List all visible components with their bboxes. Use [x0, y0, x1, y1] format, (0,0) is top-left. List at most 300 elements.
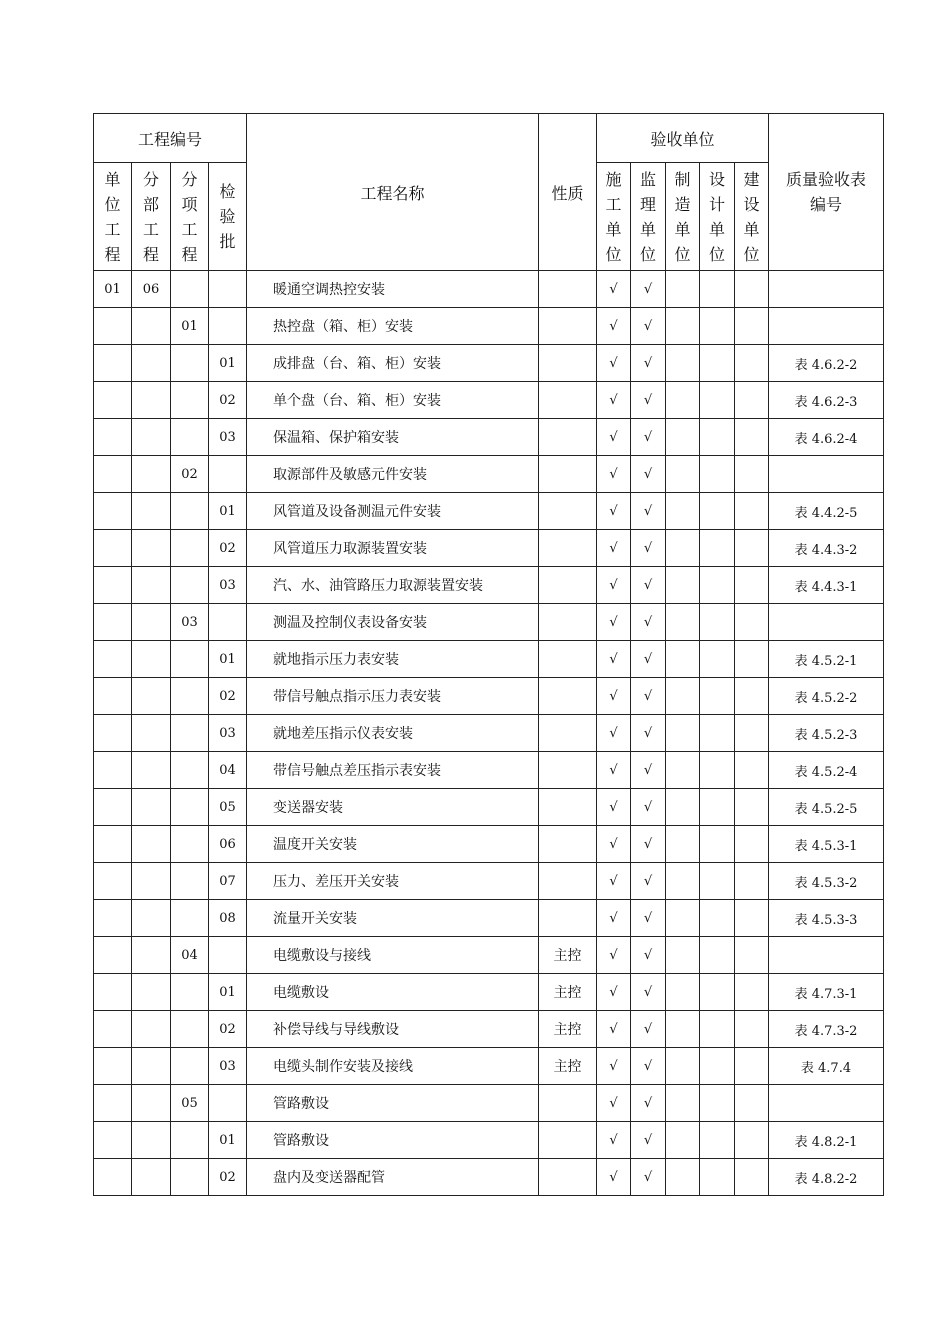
- unit-project-cell: [94, 937, 132, 974]
- owner-check-cell: [735, 1159, 769, 1196]
- quality-table-no-label: 质量验收表编号: [786, 170, 867, 214]
- project-name-cell: 汽、水、油管路压力取源装置安装: [247, 567, 539, 604]
- owner-check-cell: [735, 826, 769, 863]
- sub-project-cell: [132, 641, 171, 678]
- supervision-check-cell: √: [631, 974, 666, 1011]
- project-name-cell: 取源部件及敏感元件安装: [247, 456, 539, 493]
- item-project-cell: [171, 567, 209, 604]
- sub-project-cell: [132, 863, 171, 900]
- construction-check-cell: √: [597, 567, 631, 604]
- item-project-header: [171, 163, 209, 271]
- supervision-check-cell: √: [631, 826, 666, 863]
- sub-project-cell: [132, 678, 171, 715]
- construction-check-cell: √: [597, 937, 631, 974]
- manufacturing-check-cell: [666, 493, 700, 530]
- inspection-batch-cell: [209, 271, 247, 308]
- table-row: [94, 752, 884, 789]
- table-row: [94, 937, 884, 974]
- sub-project-cell: [132, 715, 171, 752]
- item-project-cell: [171, 678, 209, 715]
- quality-table-no-cell: 表 4.5.2-5: [769, 789, 884, 826]
- manufacturing-check-cell: [666, 456, 700, 493]
- table-row: [94, 641, 884, 678]
- construction-check-cell: √: [597, 271, 631, 308]
- nature-cell: [539, 678, 597, 715]
- inspection-batch-cell: 04: [209, 752, 247, 789]
- sub-project-cell: [132, 382, 171, 419]
- nature-cell: [539, 567, 597, 604]
- construction-unit-header: [597, 163, 631, 271]
- owner-check-cell: [735, 1011, 769, 1048]
- item-project-cell: 03: [171, 604, 209, 641]
- quality-table-no-cell: [769, 271, 884, 308]
- unit-project-label: 单位工程: [104, 169, 121, 264]
- inspection-batch-cell: 01: [209, 641, 247, 678]
- supervision-check-cell: √: [631, 789, 666, 826]
- design-check-cell: [700, 1011, 735, 1048]
- owner-check-cell: [735, 1048, 769, 1085]
- table-row: [94, 419, 884, 456]
- table-row: [94, 1122, 884, 1159]
- manufacturing-check-cell: [666, 900, 700, 937]
- nature-cell: [539, 604, 597, 641]
- nature-cell: [539, 271, 597, 308]
- owner-check-cell: [735, 900, 769, 937]
- manufacturing-check-cell: [666, 382, 700, 419]
- manufacturing-check-cell: [666, 604, 700, 641]
- manufacturing-check-cell: [666, 1085, 700, 1122]
- table-row: [94, 345, 884, 382]
- supervision-check-cell: √: [631, 715, 666, 752]
- table-row: [94, 604, 884, 641]
- table-row: [94, 900, 884, 937]
- construction-check-cell: √: [597, 863, 631, 900]
- project-name-cell: 电缆敷设与接线: [247, 937, 539, 974]
- inspection-batch-cell: 08: [209, 900, 247, 937]
- nature-cell: [539, 641, 597, 678]
- quality-table-no-cell: [769, 456, 884, 493]
- table-row: [94, 382, 884, 419]
- construction-check-cell: √: [597, 900, 631, 937]
- nature-cell: [539, 1159, 597, 1196]
- acceptance-table: [93, 113, 884, 1196]
- table-row: [94, 826, 884, 863]
- supervision-unit-label: 监理单位: [640, 169, 657, 264]
- table-row: [94, 863, 884, 900]
- acceptance-units-header: 验收单位: [597, 114, 769, 163]
- design-check-cell: [700, 900, 735, 937]
- construction-check-cell: √: [597, 604, 631, 641]
- owner-check-cell: [735, 752, 769, 789]
- sub-project-cell: [132, 530, 171, 567]
- sub-project-label: 分部工程: [143, 169, 160, 264]
- design-check-cell: [700, 974, 735, 1011]
- item-project-cell: [171, 789, 209, 826]
- sub-project-cell: [132, 937, 171, 974]
- table-row: [94, 715, 884, 752]
- nature-cell: [539, 530, 597, 567]
- design-check-cell: [700, 419, 735, 456]
- table-row: [94, 1048, 884, 1085]
- project-name-cell: 暖通空调热控安装: [247, 271, 539, 308]
- unit-project-cell: [94, 1011, 132, 1048]
- project-name-cell: 就地差压指示仪表安装: [247, 715, 539, 752]
- inspection-batch-cell: 03: [209, 419, 247, 456]
- manufacturing-check-cell: [666, 715, 700, 752]
- table-row: [94, 1159, 884, 1196]
- inspection-batch-cell: 02: [209, 530, 247, 567]
- manufacturing-check-cell: [666, 1011, 700, 1048]
- nature-cell: [539, 382, 597, 419]
- supervision-check-cell: √: [631, 382, 666, 419]
- project-name-cell: 成排盘（台、箱、柜）安装: [247, 345, 539, 382]
- project-name-cell: 带信号触点差压指示表安装: [247, 752, 539, 789]
- inspection-batch-cell: 06: [209, 826, 247, 863]
- item-project-cell: [171, 345, 209, 382]
- sub-project-cell: [132, 974, 171, 1011]
- owner-check-cell: [735, 271, 769, 308]
- nature-cell: [539, 345, 597, 382]
- table-row: [94, 456, 884, 493]
- item-project-cell: [171, 752, 209, 789]
- inspection-batch-cell: [209, 456, 247, 493]
- inspection-batch-cell: 02: [209, 1011, 247, 1048]
- table-row: [94, 308, 884, 345]
- inspection-batch-label: 检验批: [219, 182, 236, 251]
- quality-table-no-cell: 表 4.5.2-1: [769, 641, 884, 678]
- inspection-batch-cell: [209, 1085, 247, 1122]
- item-project-cell: 02: [171, 456, 209, 493]
- design-check-cell: [700, 678, 735, 715]
- table-row: [94, 567, 884, 604]
- item-project-cell: 05: [171, 1085, 209, 1122]
- manufacturing-check-cell: [666, 308, 700, 345]
- owner-check-cell: [735, 937, 769, 974]
- design-check-cell: [700, 1085, 735, 1122]
- sub-project-cell: [132, 604, 171, 641]
- sub-project-cell: [132, 1011, 171, 1048]
- item-project-cell: [171, 530, 209, 567]
- inspection-batch-cell: 01: [209, 974, 247, 1011]
- supervision-check-cell: √: [631, 1011, 666, 1048]
- unit-project-cell: [94, 789, 132, 826]
- inspection-batch-cell: 03: [209, 715, 247, 752]
- inspection-batch-cell: 07: [209, 863, 247, 900]
- inspection-batch-cell: 01: [209, 1122, 247, 1159]
- construction-check-cell: √: [597, 1159, 631, 1196]
- nature-cell: [539, 1122, 597, 1159]
- supervision-check-cell: √: [631, 1048, 666, 1085]
- project-name-cell: 电缆头制作安装及接线: [247, 1048, 539, 1085]
- construction-check-cell: √: [597, 493, 631, 530]
- manufacturing-check-cell: [666, 419, 700, 456]
- item-project-cell: [171, 974, 209, 1011]
- construction-check-cell: √: [597, 641, 631, 678]
- item-project-cell: [171, 900, 209, 937]
- construction-check-cell: √: [597, 1122, 631, 1159]
- project-name-cell: 保温箱、保护箱安装: [247, 419, 539, 456]
- design-check-cell: [700, 456, 735, 493]
- manufacturing-check-cell: [666, 641, 700, 678]
- manufacturing-unit-header: [666, 163, 700, 271]
- table-row: [94, 1011, 884, 1048]
- inspection-batch-cell: 01: [209, 345, 247, 382]
- unit-project-cell: [94, 1048, 132, 1085]
- quality-table-no-cell: [769, 308, 884, 345]
- sub-project-cell: [132, 567, 171, 604]
- unit-project-cell: [94, 604, 132, 641]
- sub-project-cell: [132, 456, 171, 493]
- item-project-cell: 04: [171, 937, 209, 974]
- item-project-cell: [171, 641, 209, 678]
- inspection-batch-cell: [209, 604, 247, 641]
- item-project-cell: [171, 271, 209, 308]
- unit-project-cell: [94, 641, 132, 678]
- construction-check-cell: √: [597, 789, 631, 826]
- construction-check-cell: √: [597, 1048, 631, 1085]
- project-name-cell: 压力、差压开关安装: [247, 863, 539, 900]
- nature-cell: [539, 1085, 597, 1122]
- project-name-cell: 管路敷设: [247, 1085, 539, 1122]
- manufacturing-check-cell: [666, 826, 700, 863]
- unit-project-cell: [94, 382, 132, 419]
- unit-project-cell: [94, 567, 132, 604]
- construction-check-cell: √: [597, 345, 631, 382]
- construction-unit-label: 施工单位: [605, 169, 622, 264]
- manufacturing-check-cell: [666, 1122, 700, 1159]
- nature-cell: [539, 752, 597, 789]
- project-name-cell: 带信号触点指示压力表安装: [247, 678, 539, 715]
- nature-cell: 主控: [539, 1011, 597, 1048]
- project-name-cell: 补偿导线与导线敷设: [247, 1011, 539, 1048]
- owner-check-cell: [735, 530, 769, 567]
- design-check-cell: [700, 493, 735, 530]
- project-number-header: 工程编号: [94, 114, 247, 163]
- owner-check-cell: [735, 789, 769, 826]
- supervision-check-cell: √: [631, 900, 666, 937]
- item-project-cell: [171, 715, 209, 752]
- design-check-cell: [700, 752, 735, 789]
- inspection-batch-cell: 01: [209, 493, 247, 530]
- inspection-batch-cell: 05: [209, 789, 247, 826]
- nature-cell: 主控: [539, 937, 597, 974]
- inspection-batch-cell: 02: [209, 382, 247, 419]
- inspection-batch-cell: 03: [209, 1048, 247, 1085]
- supervision-check-cell: √: [631, 1122, 666, 1159]
- supervision-check-cell: √: [631, 863, 666, 900]
- unit-project-cell: [94, 530, 132, 567]
- supervision-check-cell: √: [631, 1159, 666, 1196]
- owner-check-cell: [735, 641, 769, 678]
- sub-project-cell: [132, 1159, 171, 1196]
- project-name-cell: 就地指示压力表安装: [247, 641, 539, 678]
- design-check-cell: [700, 271, 735, 308]
- design-check-cell: [700, 826, 735, 863]
- inspection-batch-cell: 02: [209, 1159, 247, 1196]
- unit-project-cell: [94, 863, 132, 900]
- design-check-cell: [700, 308, 735, 345]
- design-check-cell: [700, 1122, 735, 1159]
- quality-table-no-cell: 表 4.5.2-4: [769, 752, 884, 789]
- supervision-check-cell: √: [631, 308, 666, 345]
- nature-cell: [539, 308, 597, 345]
- table-body: [94, 271, 884, 1196]
- quality-table-no-cell: [769, 1085, 884, 1122]
- unit-project-cell: [94, 1122, 132, 1159]
- quality-table-no-cell: 表 4.7.3-2: [769, 1011, 884, 1048]
- supervision-check-cell: √: [631, 271, 666, 308]
- item-project-cell: [171, 826, 209, 863]
- sub-project-cell: 06: [132, 271, 171, 308]
- owner-check-cell: [735, 974, 769, 1011]
- design-check-cell: [700, 1048, 735, 1085]
- design-check-cell: [700, 567, 735, 604]
- manufacturing-unit-label: 制造单位: [674, 169, 691, 264]
- project-name-cell: 测温及控制仪表设备安装: [247, 604, 539, 641]
- manufacturing-check-cell: [666, 345, 700, 382]
- manufacturing-check-cell: [666, 937, 700, 974]
- construction-check-cell: √: [597, 419, 631, 456]
- project-name-cell: 管路敷设: [247, 1122, 539, 1159]
- supervision-check-cell: √: [631, 493, 666, 530]
- construction-check-cell: √: [597, 456, 631, 493]
- nature-cell: [539, 419, 597, 456]
- construction-check-cell: √: [597, 715, 631, 752]
- table-row: [94, 974, 884, 1011]
- project-name-cell: 盘内及变送器配管: [247, 1159, 539, 1196]
- nature-cell: [539, 493, 597, 530]
- quality-table-no-cell: [769, 604, 884, 641]
- nature-cell: 主控: [539, 1048, 597, 1085]
- quality-table-no-cell: 表 4.4.3-2: [769, 530, 884, 567]
- owner-check-cell: [735, 715, 769, 752]
- owner-check-cell: [735, 493, 769, 530]
- quality-table-no-header: [769, 114, 884, 271]
- unit-project-cell: [94, 752, 132, 789]
- manufacturing-check-cell: [666, 1159, 700, 1196]
- quality-table-no-cell: 表 4.7.4: [769, 1048, 884, 1085]
- construction-check-cell: √: [597, 308, 631, 345]
- table-row: [94, 678, 884, 715]
- quality-table-no-cell: 表 4.5.2-2: [769, 678, 884, 715]
- item-project-cell: [171, 1011, 209, 1048]
- supervision-check-cell: √: [631, 937, 666, 974]
- owner-check-cell: [735, 308, 769, 345]
- quality-table-no-cell: [769, 937, 884, 974]
- quality-table-no-cell: 表 4.5.3-2: [769, 863, 884, 900]
- design-unit-label: 设计单位: [709, 169, 726, 264]
- owner-unit-header: [735, 163, 769, 271]
- unit-project-cell: [94, 493, 132, 530]
- item-project-cell: [171, 1048, 209, 1085]
- nature-cell: [539, 789, 597, 826]
- unit-project-cell: [94, 1159, 132, 1196]
- table-row: [94, 1085, 884, 1122]
- quality-table-no-cell: 表 4.5.3-3: [769, 900, 884, 937]
- design-check-cell: [700, 789, 735, 826]
- manufacturing-check-cell: [666, 789, 700, 826]
- supervision-check-cell: √: [631, 456, 666, 493]
- owner-check-cell: [735, 345, 769, 382]
- table-row: [94, 271, 884, 308]
- design-check-cell: [700, 382, 735, 419]
- project-name-cell: 变送器安装: [247, 789, 539, 826]
- sub-project-cell: [132, 900, 171, 937]
- supervision-check-cell: √: [631, 641, 666, 678]
- sub-project-cell: [132, 1048, 171, 1085]
- unit-project-cell: [94, 1085, 132, 1122]
- inspection-batch-cell: [209, 937, 247, 974]
- quality-table-no-cell: 表 4.7.3-1: [769, 974, 884, 1011]
- quality-table-no-cell: 表 4.6.2-2: [769, 345, 884, 382]
- quality-table-no-cell: 表 4.4.3-1: [769, 567, 884, 604]
- design-check-cell: [700, 863, 735, 900]
- manufacturing-check-cell: [666, 678, 700, 715]
- nature-cell: [539, 863, 597, 900]
- project-name-cell: 风管道压力取源装置安装: [247, 530, 539, 567]
- unit-project-cell: [94, 678, 132, 715]
- owner-check-cell: [735, 1122, 769, 1159]
- nature-cell: [539, 715, 597, 752]
- construction-check-cell: √: [597, 1011, 631, 1048]
- inspection-batch-header: [209, 163, 247, 271]
- item-project-cell: 01: [171, 308, 209, 345]
- owner-unit-label: 建设单位: [743, 169, 760, 264]
- table-row: [94, 530, 884, 567]
- sub-project-cell: [132, 419, 171, 456]
- quality-table-no-cell: 表 4.5.3-1: [769, 826, 884, 863]
- unit-project-cell: [94, 826, 132, 863]
- project-name-cell: 单个盘（台、箱、柜）安装: [247, 382, 539, 419]
- construction-check-cell: √: [597, 826, 631, 863]
- construction-check-cell: √: [597, 530, 631, 567]
- quality-table-no-cell: 表 4.8.2-2: [769, 1159, 884, 1196]
- unit-project-cell: [94, 715, 132, 752]
- owner-check-cell: [735, 567, 769, 604]
- owner-check-cell: [735, 456, 769, 493]
- unit-project-cell: [94, 345, 132, 382]
- manufacturing-check-cell: [666, 1048, 700, 1085]
- design-check-cell: [700, 641, 735, 678]
- item-project-cell: [171, 382, 209, 419]
- sub-project-cell: [132, 308, 171, 345]
- unit-project-cell: [94, 308, 132, 345]
- design-check-cell: [700, 715, 735, 752]
- item-project-cell: [171, 863, 209, 900]
- supervision-check-cell: √: [631, 752, 666, 789]
- sub-project-cell: [132, 1085, 171, 1122]
- owner-check-cell: [735, 863, 769, 900]
- inspection-batch-cell: [209, 308, 247, 345]
- unit-project-cell: [94, 900, 132, 937]
- project-name-cell: 热控盘（箱、柜）安装: [247, 308, 539, 345]
- nature-header: 性质: [539, 114, 597, 271]
- design-check-cell: [700, 937, 735, 974]
- design-check-cell: [700, 604, 735, 641]
- item-project-cell: [171, 1122, 209, 1159]
- table-row: [94, 789, 884, 826]
- inspection-batch-cell: 02: [209, 678, 247, 715]
- construction-check-cell: √: [597, 1085, 631, 1122]
- item-project-label: 分项工程: [181, 169, 198, 264]
- owner-check-cell: [735, 678, 769, 715]
- supervision-check-cell: √: [631, 567, 666, 604]
- design-check-cell: [700, 1159, 735, 1196]
- supervision-check-cell: √: [631, 345, 666, 382]
- project-name-cell: 温度开关安装: [247, 826, 539, 863]
- construction-check-cell: √: [597, 382, 631, 419]
- nature-cell: [539, 456, 597, 493]
